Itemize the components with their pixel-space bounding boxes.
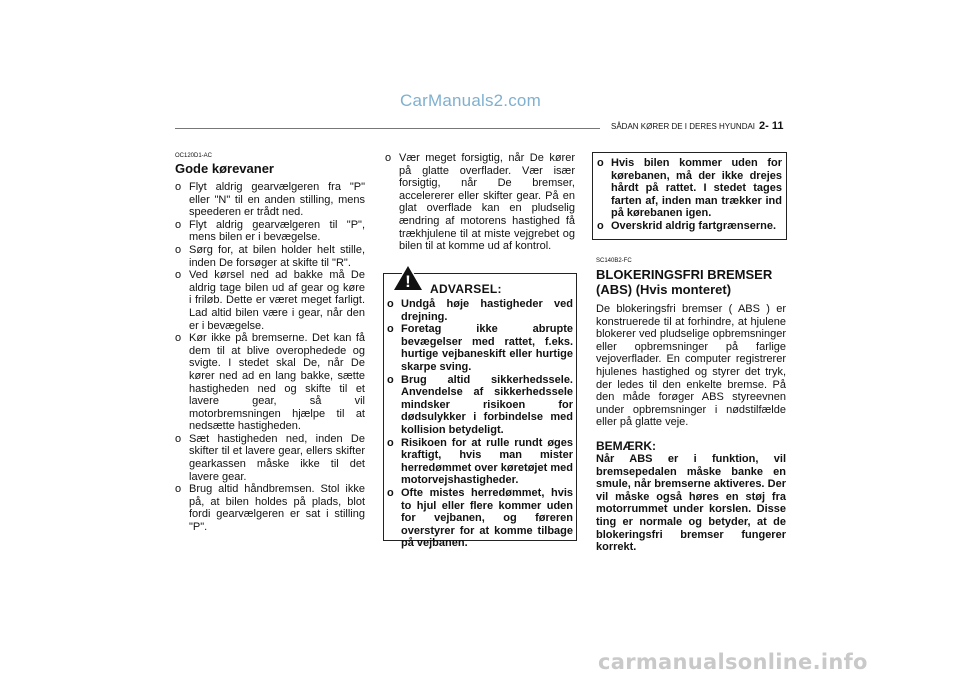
bullet-mark: o — [175, 269, 182, 282]
section-code: SC140B2-FC — [596, 258, 632, 264]
bullet-mark: o — [385, 152, 392, 164]
list-item: o Brug altid sikkerhedssele. Anvendelse af sikkerhedssele mindsker risikoen for dødsulykker i forbindelse med kollision betydeligt. — [387, 373, 573, 436]
driving-habits-list — [175, 181, 365, 534]
list-item: o Overskrid aldrig fartgrænserne. — [597, 219, 777, 232]
column-driving-habits — [175, 152, 365, 534]
bullet-mark: o — [387, 486, 394, 499]
list-item: o Vær meget forsigtig, når De kører på glatte overflader. Vær især forsigtig, når De bremser, accelererer eller skifter gear. På en glat overflade kan en pludselig ændring af motorens hastighed få trækhjulene til at miste vejgrebet og bilen til at komme ud af kontrol. — [385, 152, 575, 253]
list-item: o Sørg for, at bilen holder helt stille, inden De forsøger at skifte til "R". — [175, 243, 365, 269]
slippery-list — [385, 152, 575, 253]
list-item: o Ved kørsel ned ad bakke må De aldrig tage bilen ud af gear og køre i friløb. Dette er været meget farligt. Lad altid bilen være i gear, når den er i bevægelse. — [175, 269, 365, 332]
bullet-mark: o — [597, 219, 604, 232]
bullet-mark: o — [387, 436, 394, 449]
column-slippery-roads — [385, 152, 575, 253]
list-item: o Kør ikke på bremserne. Det kan få dem til at blive overophedede og svigte. I stedet skal De, når De kører ned ad en lang bakke, sætte hastigheden ned og skifte til et lavere gear, så vil motorbremsningen hjælpe til at nedsætte hastigheden. — [175, 332, 365, 433]
list-item: o Undgå høje hastigheder ved drejning. — [387, 298, 573, 323]
watermark-bottom[interactable]: carmanualsonline.info — [598, 650, 868, 674]
bullet-mark: o — [175, 218, 182, 231]
abs-paragraph: De blokeringsfri bremser ( ABS ) er konstruerede til at forhindre, at hjulene blokerer ved pludselige opbremsninger eller opbremsninger på farlige vejoverflader. En computer registrerer hjulenes hastighed og styrer det tryk, der ledes til den enkelte bremse. På den måde forøger ABS styreevnen under opbremsninger i nødstilfælde eller på glatte veje. — [596, 303, 786, 429]
list-item: o Foretag ikke abrupte bevægelser med rattet, f.eks. hurtige vejbaneskift eller hurtige skarpe sving. — [387, 323, 573, 373]
abs-heading: BLOKERINGSFRI BREMSER (ABS) (Hvis monteret) — [596, 267, 773, 297]
bullet-mark: o — [175, 181, 182, 193]
section-title: SÅDAN KØRER DE I DERES HYUNDAI — [611, 122, 756, 131]
warning-list — [387, 298, 573, 550]
bullet-mark: o — [387, 298, 394, 310]
list-item: o Ofte mistes herredømmet, hvis to hjul eller flere kommer uden for vejbanen, og føreren overstyrer for at komme tilbage på vejbanen. — [387, 486, 573, 550]
note-body: Når ABS er i funktion, vil bremsepedalen måske banke en smule, når bremserne aktiveres. Der vil måske også høres en støj fra motorrummet under korslen. Disse ting er normale og betyder, at de blokeringsfri bremser fungerer korrekt. — [596, 452, 786, 554]
list-item: o Brug altid håndbremsen. Stol ikke på, at bilen holdes på plads, blot fordi gearvælgeren er sat i stilling "P". — [175, 483, 365, 534]
watermark-top[interactable]: CarManuals2.com — [400, 91, 541, 110]
warning-icon-symbol: ! — [405, 272, 411, 291]
bullet-mark: o — [387, 323, 394, 336]
list-item: o Flyt aldrig gearvælgeren til "P", mens bilen er i bevægelse. — [175, 218, 365, 244]
abs-section — [596, 257, 786, 554]
bullet-mark: o — [175, 332, 182, 345]
section-heading: Gode kørevaner — [175, 161, 274, 176]
list-item: o Risikoen for at rulle rundt øges kraftigt, hvis man mister herredømmet over køretøjet med motorvejshastigheder. — [387, 436, 573, 487]
warning-icon — [392, 264, 424, 292]
list-item: o Flyt aldrig gearvælgeren fra "P" eller "N" til en anden stilling, mens speederen er trådt ned. — [175, 181, 365, 219]
section-code: OC120D1-AC — [175, 153, 213, 159]
bullet-mark: o — [175, 483, 182, 496]
note-heading: BEMÆRK: — [596, 438, 656, 453]
bullet-mark: o — [175, 243, 182, 256]
bullet-mark: o — [175, 432, 182, 445]
bullet-mark: o — [597, 157, 604, 169]
page-number: 2- 11 — [759, 120, 784, 132]
caution-list — [597, 157, 782, 233]
caution-box — [592, 152, 787, 240]
header-rule — [175, 128, 600, 129]
bullet-mark: o — [387, 373, 394, 386]
warning-title: ADVARSEL: — [430, 282, 502, 296]
list-item: o Sæt hastigheden ned, inden De skifter til et lavere gear, ellers skifter gearkassen måske ikke til det lavere gear. — [175, 432, 365, 483]
list-item: o Hvis bilen kommer uden for kørebanen, må der ikke drejes hårdt på rattet. I stedet tages farten af, inden man trækker ind på kørebanen igen. — [597, 157, 782, 220]
